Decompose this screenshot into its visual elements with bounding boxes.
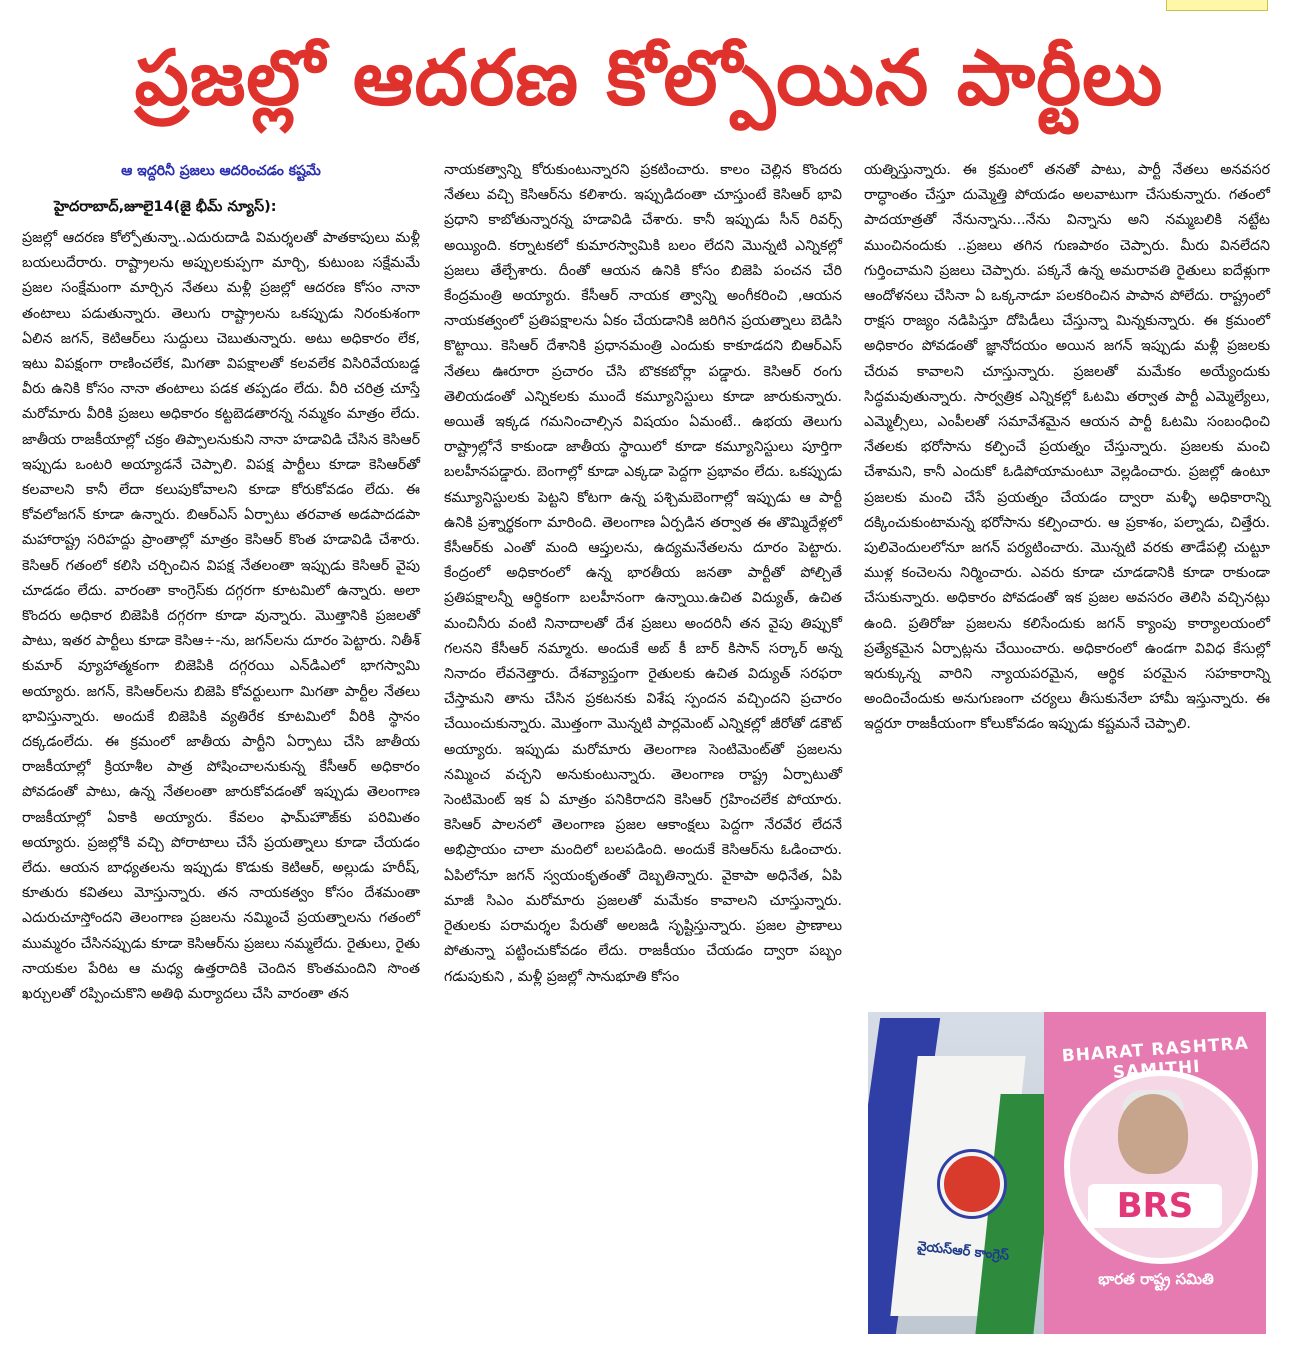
subhead: ఆ ఇద్దరినీ ప్రజలు ఆదరించడం కష్టమే: [121, 163, 321, 179]
news-photo: [868, 1012, 1266, 1334]
ysrcp-flag: [868, 1012, 1044, 1334]
ysrcp-emblem-icon: [940, 1152, 1004, 1216]
dateline: హైదరాబాద్,జూలై14(జై భీమ్ న్యూస్):: [54, 199, 277, 215]
column-1-text: ప్రజల్లో ఆదరణ కోల్పోతున్నా..ఎదురుదాడి విమర్శలతో పాతకాపులు మళ్లీ బయలుదేరారు. రాష్ట్రాలను అప్పులకుప్పగా మార్చి, కుటుంబ సక్షేమమే ప్రజల సంక్షేమంగా మార్చిన నేతలు మళ్లీ ప్రజల్లో ఆదరణ కోసం నానా తంటాలు పడుతున్నారు. తెలుగు రాష్ట్రాలను ఒకప్పుడు నిరంకుశంగా ఏలిన జగన్, కెటిఆర్‌లు సుద్దులు చెబుతున్నారు. అటు అధికారం లేక, ఇటు విపక్షంగా రాణించలేక, మిగతా విపక్షాలతో కలవలేక విసిరివేయబడ్డ వీరు ఉనికి కోసం నానా తంటాలు పడక తప్పడం లేదు. వీరి చరిత్ర చూస్తే మరోమారు వీరికి ప్రజలు అధికారం కట్టబెడతారన్న నమ్మకం మాత్రం లేదు. జాతీయ రాజకీయాల్లో చక్రం తిప్పాలనుకుని నానా హడావిడి చేసిన కెసిఆర్ ఇప్పుడు ఒంటరి అయ్యాడనే చెప్పాలి. విపక్ష పార్టీలు కూడా కెసిఆర్‌తో కలవాలని కానీ లేదా కలుపుకోవాలని కూడా కోరుకోవడం లేదు. ఈ కోవలోజగన్ కూడా ఉన్నారు. బిఆర్‌ఎస్ ఏర్పాటు తరవాత అడపాదడపా మహారాష్ట్ర సరిహద్దు ప్రాంతాల్లో మాత్రం కెసిఆర్ కొంత హడావిడి చేశారు. కెసిఆర్ గతంలో కలిసి చర్చించిన విపక్ష నేతలంతా ఇప్పుడు కెసిఆర్ వైపు చూడడం లేదు. వారంతా కాంగ్రెస్‌కు దగ్గరగా కూటమిలో ఉన్నారు. అలా కొందరు అధికార బిజెపికి దగ్గరగా కూడా వున్నారు. మొత్తానికి ప్రజలతో పాటు, ఇతర పార్టీలు కూడా కెసిఆ÷-ను, జగన్‌లను దూరం పెట్టారు. నితీశ్ కుమార్ వ్యూహాత్మకంగా బిజెపికి దగ్గరయి ఎన్‌డిఎలో భాగస్వామి అయ్యారు. జగన్, కెసిఆర్‌లను బిజెపి కోవర్టులుగా మిగతా పార్టీల నేతలు భావిస్తున్నారు. అందుకే బిజెపికి వ్యతిరేక కూటమిలో వీరికి స్థానం దక్కడంలేదు. ఈ క్రమంలో జాతీయ పార్టీని ఏర్పాటు చేసి జాతీయ రాజకీయాల్లో క్రియాశీల పాత్ర పోషించాలనుకున్న కేసీఆర్ అధికారం పోవడంతో పాటు, ఉన్న నేతలంతా జారుకోవడంతో ఇప్పుడు తెలంగాణ రాజకీయాల్లో ఏకాకి అయ్యారు. కేవలం ఫామ్‌హౌజ్‌కు పరిమితం అయ్యారు. ప్రజల్లోకి వచ్చి పోరాటాలు చేసే ప్రయత్నాలు కూడా చేయడం లేదు. ఆయన బాధ్యతలను ఇప్పుడు కొడుకు కెటిఆర్, అల్లుడు హరీష్, కూతురు కవితలు మోస్తున్నారు. తన నాయకత్వం కోసం దేశమంతా ఎదురుచూస్తోందని తెలంగాణ ప్రజలను నమ్మించే ప్రయత్నాలను గతంలో ముమ్మరం చేసినప్పుడు కూడా కెసిఆర్‌ను ప్రజలు నమ్మలేదు. రైతులు, రైతు నాయకుల పేరిట ఆ మధ్య ఉత్తరాదికి చెందిన కొంతమందిని సొంత ఖర్చులతో రప్పించుకొని అతిథి మర్యాదలు చేసి వారంతా తన: [22, 230, 420, 1003]
column-2: [444, 158, 842, 990]
headline: ప్రజల్లో ఆదరణ కోల్పోయిన పార్టీలు: [134, 33, 1164, 122]
column-3-text: యత్నిస్తున్నారు. ఈ క్రమంలో తనతో పాటు, పార్టీ నేతలు అనవసర రాద్ధాంతం చేస్తూ దుమ్మెత్తి పోయడం అలవాటుగా చేసుకున్నారు. గతంలో పాదయాత్రతో నేనున్నాను...నేను విన్నాను అని నమ్మబలికి నట్టేట ముంచినందుకు ..ప్రజలు తగిన గుణపాఠం చెప్పారు. మీరు వినలేదని గుర్తించామని ప్రజలు చెప్పారు. పక్కనే ఉన్న అమరావతి రైతులు ఐదేళ్లుగా ఆందోళనలు చేసినా ఏ ఒక్కనాడూ పలకరించిన పాపాన పోలేదు. రాష్ట్రంలో రాక్షస రాజ్యం నడిపిస్తూ దోపిడీలు చేస్తున్నా మిన్నకున్నారు. ఈ క్రమంలో అధికారం పోవడంతో జ్ఞానోదయం అయిన జగన్ ఇప్పుడు మళ్లీ ప్రజలకు చేరువ కావాలని చూస్తున్నారు. ప్రజలతో మమేకం అయ్యేందుకు సిద్ధమవుతున్నారు. సార్వత్రిక ఎన్నికల్లో ఓటమి తర్వాత పార్టీ ఎమ్మెల్యేలు, ఎమ్మెల్సీలు, ఎంపీలతో సమావేశమైన ఆయన పార్టీ ఓటమి సంబంధించి నేతలకు భరోసాను కల్పించే ప్రయత్నం చేస్తున్నారు. ప్రజలకు మంచి చేశామని, కానీ ఎందుకో ఓడిపోయామంటూ వెల్లడించారు. ప్రజల్లో ఉంటూ ప్రజలకు మంచి చేసే ప్రయత్నం చేయడం ద్వారా మళ్ళీ అధికారాన్ని దక్కించుకుంటామన్న భరోసాను కల్పించారు. ఆ ప్రకాశం, పల్నాడు, చిత్తేరు. పులివెందులలోనూ జగన్ పర్యటించారు. మొన్నటి వరకు తాడేపల్లి చుట్టూ ముళ్ల కంచెలను నిర్మించారు. ఎవరు కూడా చూడడానికి కూడా రాకుండా చేసుకున్నారు. అధికారం పోవడంతో ఇక ప్రజల అవసరం తెలిసి వచ్చినట్లు ఉంది. ప్రతిరోజు ప్రజలను కలిసేందుకు జగన్ క్యాంపు కార్యాలయంలో ప్రత్యేకమైన ఏర్పాట్లను చేయించారు. అధికారంలో ఉండగా వివిధ కేసుల్లో ఇరుక్కున్న వారిని న్యాయపరమైన, ఆర్థిక పరమైన సహకారాన్ని అందించేందుకు అనుగుణంగా చర్యలు తీసుకునేలా హామీ ఇస్తున్నారు. ఈ ఇద్దరూ రాజకీయంగా కోలుకోవడం ఇప్పుడు కష్టమనే చెప్పాలి.: [864, 162, 1270, 733]
brs-arc-text: BHARAT RASHTRA SAMITHI: [1061, 1033, 1250, 1084]
ysrcp-flag-text: వైయస్ఆర్ కాంగ్రెస్: [916, 1239, 1010, 1264]
column-2-text: నాయకత్వాన్ని కోరుకుంటున్నారని ప్రకటించారు. కాలం చెల్లిన కొందరు నేతలు వచ్చి కెసిఆర్‌ను కలిశారు. ఇప్పుడిదంతా చూస్తుంటే కెసిఆర్ భావి ప్రధాని కాబోతున్నారన్న హడావిడి చేశారు. కానీ ఇప్పుడు సీన్ రివర్స్ అయ్యింది. కర్నాటకలో కుమారస్వామికి బలం లేదని మొన్నటి ఎన్నికల్లో ప్రజలు తేల్చేశారు. దీంతో ఆయన ఉనికి కోసం బిజెపి పంచన చేరి కేంద్రమంత్రి అయ్యారు. కేసీఆర్ నాయక త్వాన్ని అంగీకరించి ,ఆయన నాయకత్వంలో ప్రతిపక్షాలను ఏకం చేయడానికి జరిగిన ప్రయత్నాలు బెడిసి కొట్టాయి. కెసిఆర్ దేశానికి ప్రధానమంత్రి ఎందుకు కాకూడదని బిఆర్‌ఎస్ నేతలు ఊరూరా ప్రచారం చేసి బొకకబోర్లా పడ్డారు. కెసిఆర్ రంగు తెలియడంతో ఎన్నికలకు ముందే కమ్యూనిస్టులు కూడా జారుకున్నారు. అయితే ఇక్కడ గమనించాల్సిన విషయం ఏమంటే.. ఉభయ తెలుగు రాష్ట్రాల్లోనే కాకుండా జాతీయ స్థాయిలో కూడా కమ్యూనిస్టులు పూర్తిగా బలహీనపడ్డారు. బెంగాల్లో కూడా ఎక్కడా పెద్దగా ప్రభావం లేదు. ఒకప్పుడు కమ్యూనిస్టులకు పెట్టని కోటగా ఉన్న పశ్చిమబెంగాల్లో ఇప్పుడు ఆ పార్టీ ఉనికి ప్రశ్నార్థకంగా మారింది. తెలంగాణ ఏర్పడిన తర్వాత ఈ తొమ్మిదేళ్లలో కేసీఆర్‌కు ఎంతో మంది ఆప్తులను, ఉద్యమనేతలను దూరం పెట్టారు. కేంద్రంలో అధికారంలో ఉన్న భారతీయ జనతా పార్టీతో పోల్చితే ప్రతిపక్షాలన్నీ ఆర్థికంగా బలహీనంగా ఉన్నాయి.ఉచిత విద్యుత్, ఉచిత మంచినీరు వంటి నినాదాలతో దేశ ప్రజలు అందరినీ తన వైపు తిప్పుకో గలనని కేసీఆర్ నమ్మారు. అందుకే అబ్ కీ బార్ కిసాన్ సర్కార్ అన్న నినాదం లేవనెత్తారు. దేశవ్యాప్తంగా రైతులకు ఉచిత విద్యుత్ సరఫరా చేస్తామని తాను చేసిన ప్రకటనకు విశేష స్పందన వచ్చిందని ప్రచారం చేయించుకున్నారు. మొత్తంగా మొన్నటి పార్లమెంట్ ఎన్నికల్లో జీరోతో డకౌట్ అయ్యారు. ఇప్పుడు మరోమారు తెలంగాణ సెంటిమెంట్‌తో ప్రజలను నమ్మించ వచ్చని అనుకుంటున్నారు. తెలంగాణ రాష్ట్ర ఏర్పాటుతో సెంటిమెంట్ ఇక ఏ మాత్రం పనికిరాదని కెసిఆర్ గ్రహించలేక పోయారు. కెసిఆర్ పాలనలో తెలంగాణ ప్రజల ఆకాంక్షలు పెద్దగా నేరవేర లేదనే అభిప్రాయం చాలా మందిలో బలపడింది. అందుకే కెసిఆర్‌ను ఓడించారు. ఏపిలోనూ జగన్ స్వయంకృతంతో దెబ్బతిన్నారు. వైకాపా అధినేత, ఏపి మాజీ సిఎం మరోమారు ప్రజలతో మమేకం కావాలని చూస్తున్నారు. రైతులకు పరామర్శల పేరుతో అలజడి సృష్టిస్తున్నారు. ప్రజల ప్రాణాలు పోతున్నా పట్టించుకోవడం లేదు. రాజకీయం చేయడం ద్వారా పబ్బం గడుపుకుని , మళ్లీ ప్రజల్లో సానుభూతి కోసం: [444, 162, 842, 985]
brs-telugu-text: భారత రాష్ట్ర సమితి: [1098, 1270, 1214, 1288]
column-3: [864, 158, 1270, 738]
column-1: [22, 158, 420, 1007]
brs-badge: BRS: [1088, 1184, 1222, 1228]
corner-tab: [1166, 0, 1268, 11]
brs-logo: [1044, 1012, 1266, 1334]
portrait-icon: [1118, 1094, 1188, 1174]
